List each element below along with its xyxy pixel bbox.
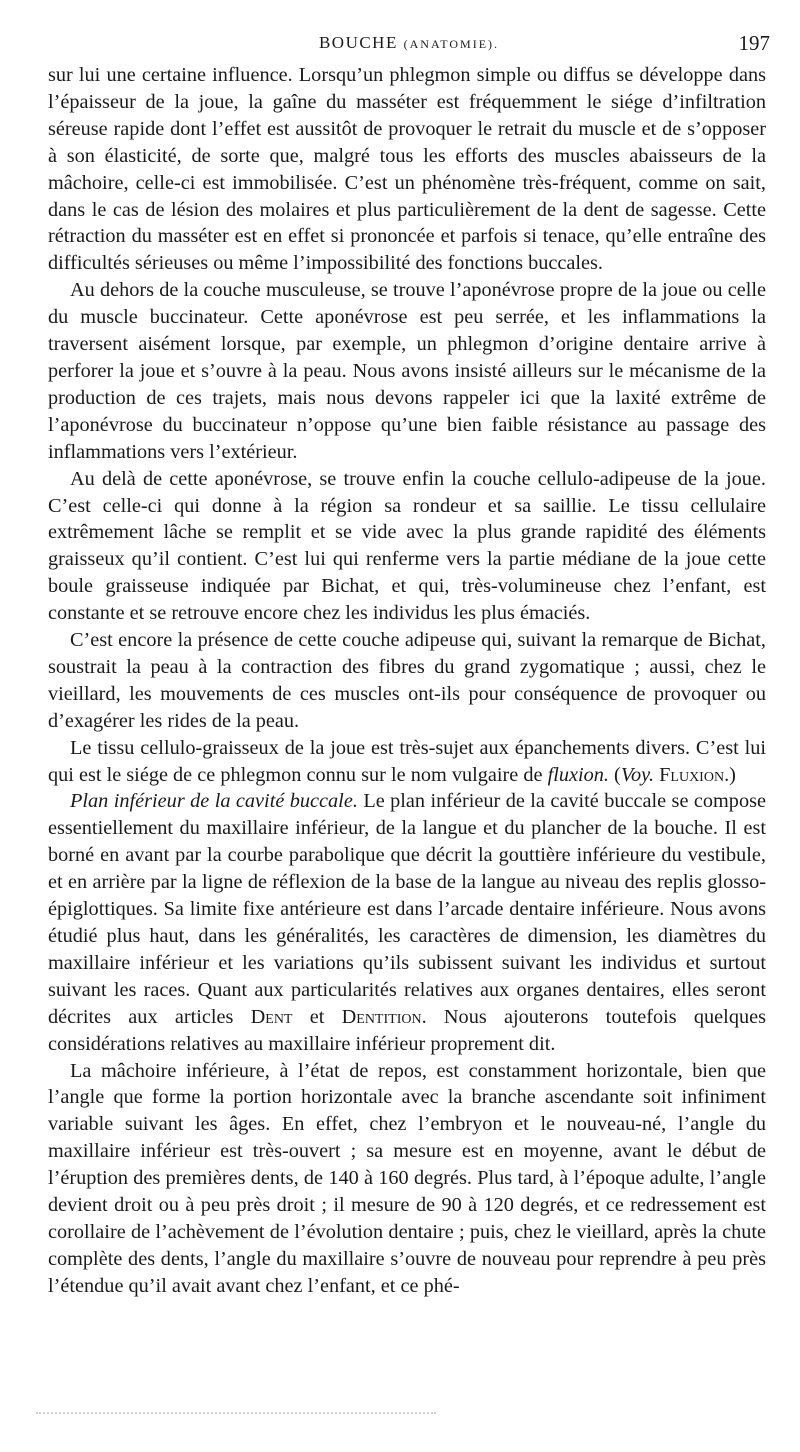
body-text <box>48 62 766 1300</box>
header-subtitle: (ANATOMIE). <box>403 37 500 51</box>
paragraph-6-text-b: et <box>292 1005 342 1028</box>
cross-reference-fluxion: Fluxion <box>659 763 725 786</box>
paragraph-3: Au delà de cette aponévrose, se trouve enfin la couche cellulo-adipeuse de la joue. C’est celle-ci qui donne à la région sa rondeur et sa saillie. Le tissu cellulaire extrêmement lâche se remplit et se vide avec la plus grande rapidité des éléments graisseux qu’il contient. C’est lui qui renferme vers la partie médiane de la joue cette boule graisseuse indiquée par Bichat, et qui, très-volumineuse chez l’enfant, est constante et se retrouve encore chez les individus les plus émaciés. <box>48 467 766 625</box>
paragraph-4: C’est encore la présence de cette couche adipeuse qui, suivant la remarque de Bichat, soustrait la peau à la contraction des fibres du grand zygomatique ; aussi, chez le vieillard, les mouvements de ces muscles ont-ils pour conséquence de provoquer ou d’exagérer les rides de la peau. <box>48 629 766 732</box>
running-head <box>48 30 770 56</box>
paragraph-5-ref-open: ( <box>608 763 621 786</box>
paragraph-5-italic-term: fluxion. <box>547 763 609 786</box>
paragraph-7: La mâchoire inférieure, à l’état de repos, est constamment horizontale, bien que l’angle que forme la portion horizontale avec la branche ascendante soit infiniment variable suivant les âges. En effet, chez l’embryon et le nouveau-né, l’angle du maxillaire inférieur est très-ouvert ; sa mesure est en moyenne, avant le début de l’éruption des premières dents, de 140 à 160 degrés. Plus tard, à l’époque adulte, l’angle devient droit ou à peu près droit ; il mesure de 90 à 120 degrés, et ce redressement est corollaire de l’achèvement de l’évolution dentaire ; puis, chez le vieillard, après la chute complète des dents, l’angle du maxillaire s’ouvre de nouveau pour reprendre à peu près l’étendue qu’il avait avant chez l’enfant, et ce phé- <box>48 1059 766 1297</box>
cross-reference-dent: Dent <box>250 1005 293 1028</box>
paragraph-6-text-a: Le plan inférieur de la cavité buccale se compose essentiellement du maxillaire inférieur, de la langue et du plancher de la bouche. Il est borné en avant par la courbe parabolique que décrit la gouttière inférieure du vestibule, et en arrière par la ligne de réflexion de la base de la langue au niveau des replis glosso-épiglottiques. Sa limite fixe antérieure est dans l’arcade dentaire inférieure. Nous avons étudié plus haut, dans les généralités, les caractères de dimension, les diamètres du maxillaire inférieur et les variations qu’ils subissent suivant les individus et surtout suivant les races. Quant aux particularités relatives aux organes dentaires, elles seront décrites aux articles <box>48 790 766 1028</box>
cross-reference-dentition: Dentition <box>341 1005 422 1028</box>
paragraph-1: sur lui une certaine influence. Lorsqu’un phlegmon simple ou diffus se développe dans l’épaisseur de la joue, la gaîne du masséter est fréquemment le siége d’infiltration séreuse rapide dont l’effet est aussitôt de provoquer le retrait du muscle et de s’opposer à son élasticité, de sorte que, malgré tous les efforts des muscles abaisseurs de la mâchoire, celle-ci est immobilisée. C’est un phénomène très-fréquent, comme on sait, dans le cas de lésion des molaires et plus particulièrement de la dent de sagesse. Cette rétraction du masséter est en effet si prononcée et parfois si tenace, qu’elle entraîne des difficultés sérieuses ou même l’impossibilité des fonctions buccales. <box>48 64 766 275</box>
paragraph-2: Au dehors de la couche musculeuse, se trouve l’aponévrose propre de la joue ou celle du muscle buccinateur. Cette aponévrose est peu serrée, et les inflammations la traversent aisément lorsque, par exemple, un phlegmon d’origine dentaire arrive à perforer la joue et s’ouvre à la peau. Nous avons insisté ailleurs sur le mécanisme de la production de ces trajets, mais nous devons rappeler ici que la laxité extrême de l’aponévrose du buccinateur n’oppose qu’une bien faible résistance au passage des inflammations vers l’extérieur. <box>48 279 766 463</box>
paragraph-6 <box>48 788 766 1057</box>
scan-artifact-dots <box>36 1412 436 1418</box>
page-number: 197 <box>738 31 770 55</box>
paragraph-6-text-c: . Nous ajouterons toutefois quelques considérations relatives au maxillaire inférieur proprement dit. <box>48 1005 766 1055</box>
header-title: BOUCHE <box>318 33 398 52</box>
running-head-title <box>48 30 770 57</box>
paragraph-5-ref-close: .) <box>724 763 736 786</box>
paragraph-5 <box>48 735 766 789</box>
section-heading-plan-inferieur: Plan inférieur de la cavité buccale. <box>70 790 358 813</box>
paragraph-5-text: Le tissu cellulo-graisseux de la joue est très-sujet aux épanchements divers. C’est lui qui est le siége de ce phlegmon connu sur le nom vulgaire de <box>48 736 766 786</box>
paragraph-5-voy: Voy. <box>620 763 655 786</box>
